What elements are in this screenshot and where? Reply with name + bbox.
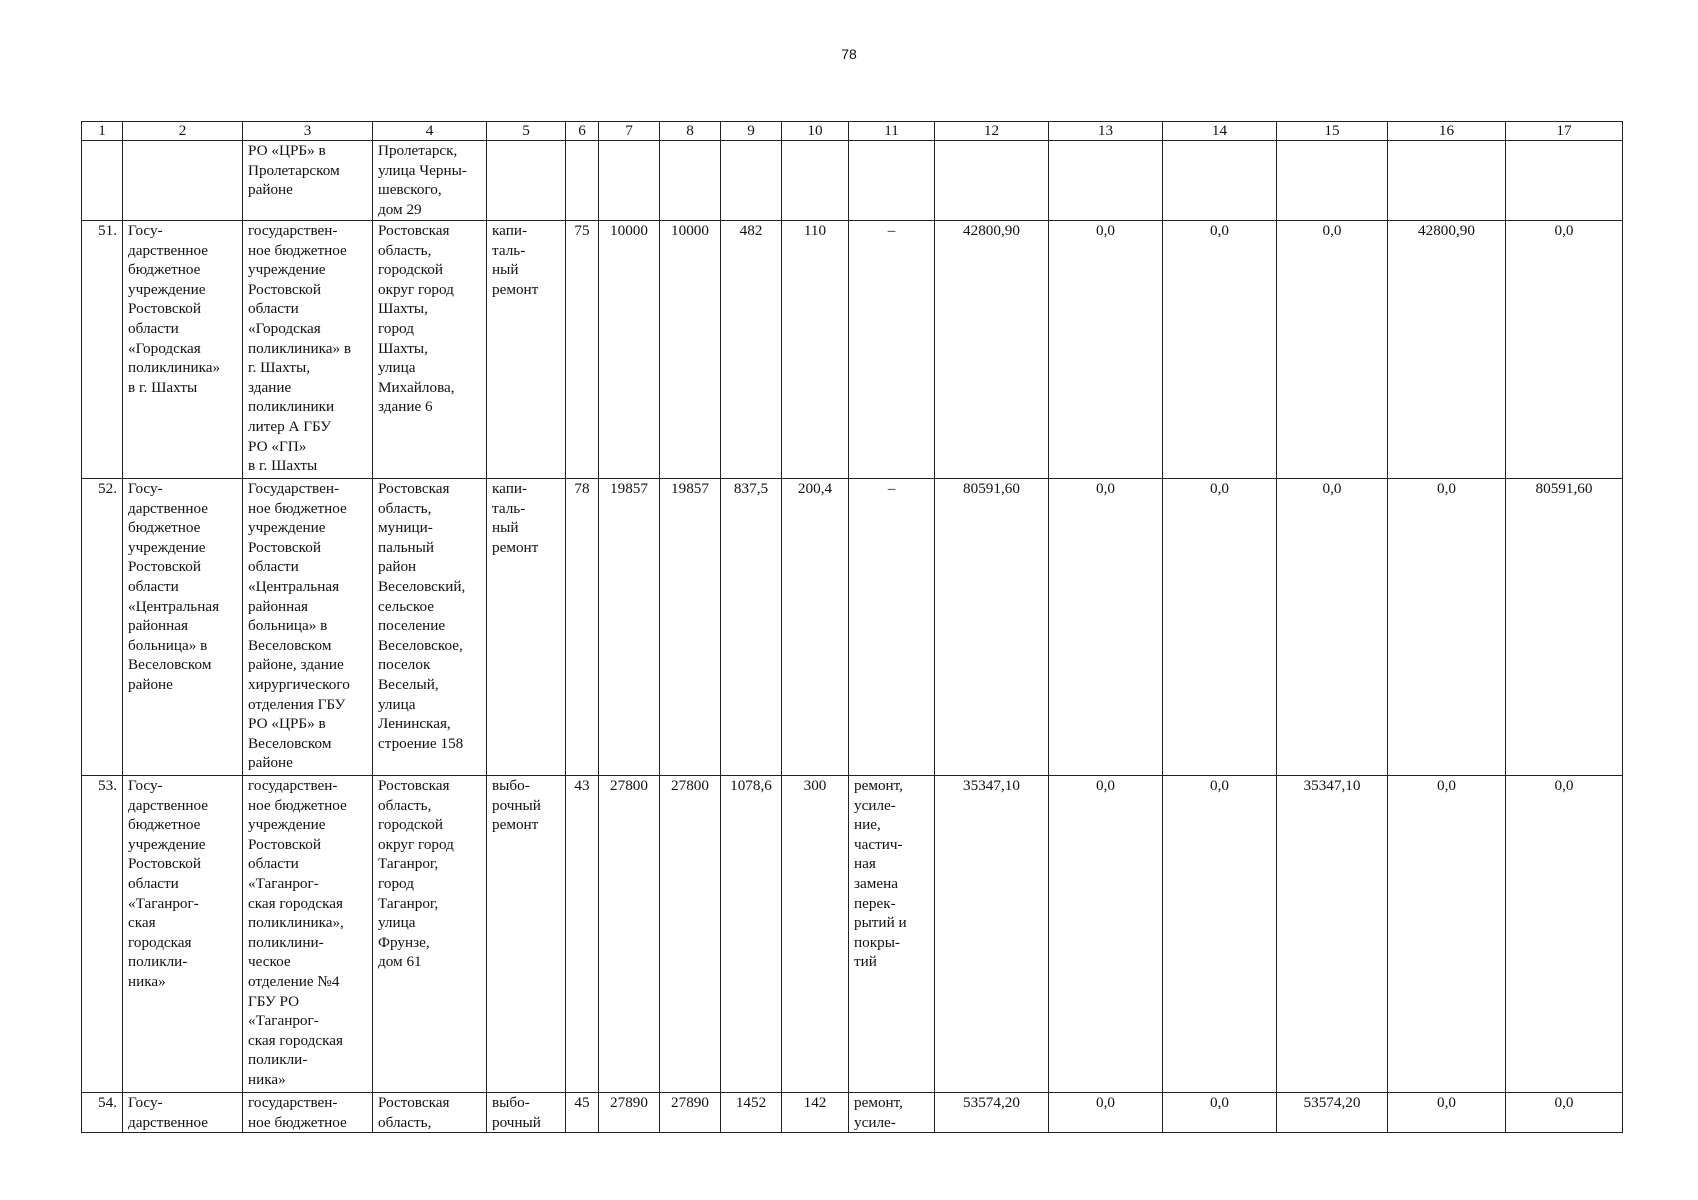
object-cell: государствен- ное бюджетное учреждение Ростовской области «Таганрог- ская городская поликлиника», поликлини- ческое отделение №4 ГБУ РО «Таганрог- ская городская поликли- ника»: [243, 776, 373, 1093]
row-number: 52.: [82, 479, 123, 776]
value-cell: 0,0: [1277, 221, 1388, 479]
empty-cell: [660, 141, 721, 221]
object-cell: государствен- ное бюджетное: [243, 1093, 373, 1133]
table-row: [82, 1093, 1623, 1133]
institution-cell: Госу- дарственное бюджетное учреждение Ростовской области «Таганрог- ская городская поликли- ника»: [123, 776, 243, 1093]
table-row: [82, 221, 1623, 479]
empty-cell: [599, 141, 660, 221]
column-header: 16: [1388, 122, 1506, 141]
row-number: 51.: [82, 221, 123, 479]
empty-cell: [1049, 141, 1163, 221]
value-cell: 27890: [599, 1093, 660, 1133]
column-header: 9: [721, 122, 782, 141]
value-cell: 43: [566, 776, 599, 1093]
value-cell: 1078,6: [721, 776, 782, 1093]
empty-cell: [82, 141, 123, 221]
column-header: 15: [1277, 122, 1388, 141]
value-cell: 78: [566, 479, 599, 776]
object-cell: РО «ЦРБ» в Пролетарском районе: [243, 141, 373, 221]
value-cell: 19857: [660, 479, 721, 776]
column-header: 6: [566, 122, 599, 141]
column-header: 10: [782, 122, 849, 141]
value-cell: 0,0: [1388, 479, 1506, 776]
continuation-row: [82, 141, 1623, 221]
institution-cell: Госу- дарственное бюджетное учреждение Ростовской области «Городская поликлиника» в г. Шахты: [123, 221, 243, 479]
work-description-cell: –: [849, 479, 935, 776]
value-cell: 110: [782, 221, 849, 479]
value-cell: 27800: [660, 776, 721, 1093]
institution-cell: Госу- дарственное бюджетное учреждение Ростовской области «Центральная районная больница» в Веселовском районе: [123, 479, 243, 776]
column-header: 14: [1163, 122, 1277, 141]
value-cell: 0,0: [1049, 776, 1163, 1093]
address-cell: Пролетарск, улица Черны- шевского, дом 29: [373, 141, 487, 221]
row-number: 53.: [82, 776, 123, 1093]
value-cell: 80591,60: [935, 479, 1049, 776]
value-cell: 200,4: [782, 479, 849, 776]
value-cell: 0,0: [1388, 1093, 1506, 1133]
value-cell: 27890: [660, 1093, 721, 1133]
empty-cell: [123, 141, 243, 221]
value-cell: 80591,60: [1506, 479, 1623, 776]
value-cell: 0,0: [1506, 1093, 1623, 1133]
column-header: 7: [599, 122, 660, 141]
value-cell: 53574,20: [1277, 1093, 1388, 1133]
column-header: 12: [935, 122, 1049, 141]
work-description-cell: ремонт, усиле-: [849, 1093, 935, 1133]
empty-cell: [1506, 141, 1623, 221]
row-number: 54.: [82, 1093, 123, 1133]
address-cell: Ростовская область, городской округ город Таганрог, город Таганрог, улица Фрунзе, дом 61: [373, 776, 487, 1093]
header-row: [82, 122, 1623, 141]
work-type-cell: капи- таль- ный ремонт: [487, 221, 566, 479]
empty-cell: [1163, 141, 1277, 221]
value-cell: 0,0: [1277, 479, 1388, 776]
empty-cell: [935, 141, 1049, 221]
value-cell: 53574,20: [935, 1093, 1049, 1133]
value-cell: 1452: [721, 1093, 782, 1133]
work-type-cell: выбо- рочный ремонт: [487, 776, 566, 1093]
column-header: 8: [660, 122, 721, 141]
column-header: 1: [82, 122, 123, 141]
work-description-cell: ремонт, усиле- ние, частич- ная замена перек- рытий и покры- тий: [849, 776, 935, 1093]
column-header: 13: [1049, 122, 1163, 141]
column-header: 17: [1506, 122, 1623, 141]
empty-cell: [721, 141, 782, 221]
work-type-cell: выбо- рочный: [487, 1093, 566, 1133]
value-cell: 42800,90: [935, 221, 1049, 479]
address-cell: Ростовская область, городской округ город Шахты, город Шахты, улица Михайлова, здание 6: [373, 221, 487, 479]
empty-cell: [1388, 141, 1506, 221]
value-cell: 35347,10: [1277, 776, 1388, 1093]
empty-cell: [849, 141, 935, 221]
value-cell: 19857: [599, 479, 660, 776]
value-cell: 482: [721, 221, 782, 479]
empty-cell: [487, 141, 566, 221]
page-number: 78: [841, 46, 857, 62]
value-cell: 0,0: [1163, 221, 1277, 479]
object-cell: Государствен- ное бюджетное учреждение Ростовской области «Центральная районная больница» в Веселовском районе, здание хирургического отделения ГБУ РО «ЦРБ» в Веселовском районе: [243, 479, 373, 776]
empty-cell: [1277, 141, 1388, 221]
work-description-cell: –: [849, 221, 935, 479]
value-cell: 0,0: [1506, 776, 1623, 1093]
table-row: [82, 479, 1623, 776]
value-cell: 0,0: [1049, 221, 1163, 479]
data-table: [81, 121, 1623, 1133]
value-cell: 10000: [599, 221, 660, 479]
column-header: 11: [849, 122, 935, 141]
empty-cell: [782, 141, 849, 221]
institution-cell: Госу- дарственное: [123, 1093, 243, 1133]
value-cell: 45: [566, 1093, 599, 1133]
value-cell: 42800,90: [1388, 221, 1506, 479]
value-cell: 0,0: [1388, 776, 1506, 1093]
value-cell: 0,0: [1163, 479, 1277, 776]
value-cell: 35347,10: [935, 776, 1049, 1093]
column-header: 4: [373, 122, 487, 141]
address-cell: Ростовская область, муници- пальный район Веселовский, сельское поселение Веселовское, поселок Веселый, улица Ленинская, строение 158: [373, 479, 487, 776]
work-type-cell: капи- таль- ный ремонт: [487, 479, 566, 776]
value-cell: 10000: [660, 221, 721, 479]
value-cell: 0,0: [1163, 776, 1277, 1093]
value-cell: 27800: [599, 776, 660, 1093]
object-cell: государствен- ное бюджетное учреждение Ростовской области «Городская поликлиника» в г. Шахты, здание поликлиники литер А ГБУ РО «ГП» в г. Шахты: [243, 221, 373, 479]
column-header: 2: [123, 122, 243, 141]
value-cell: 837,5: [721, 479, 782, 776]
value-cell: 75: [566, 221, 599, 479]
value-cell: 0,0: [1049, 1093, 1163, 1133]
column-header: 3: [243, 122, 373, 141]
value-cell: 300: [782, 776, 849, 1093]
value-cell: 0,0: [1506, 221, 1623, 479]
empty-cell: [566, 141, 599, 221]
value-cell: 0,0: [1163, 1093, 1277, 1133]
value-cell: 142: [782, 1093, 849, 1133]
column-header: 5: [487, 122, 566, 141]
value-cell: 0,0: [1049, 479, 1163, 776]
table-row: [82, 776, 1623, 1093]
address-cell: Ростовская область,: [373, 1093, 487, 1133]
